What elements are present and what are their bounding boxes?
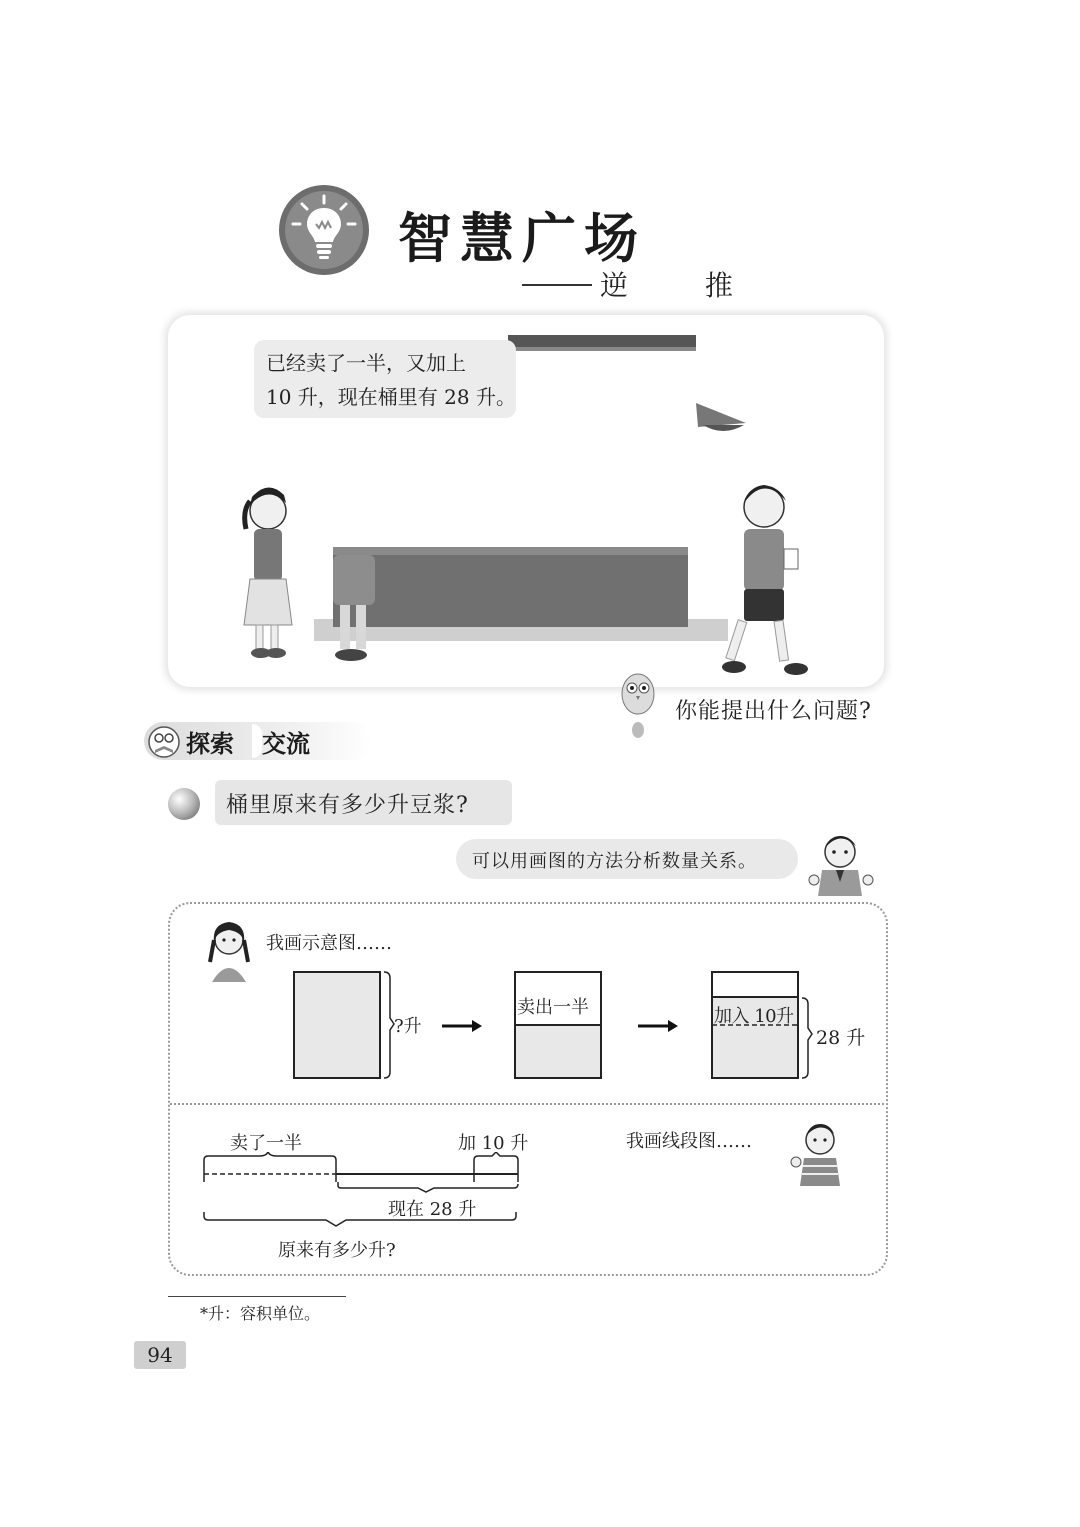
communicate-label: 交流 bbox=[262, 730, 310, 758]
footnote: *升：容积单位。 bbox=[200, 1304, 321, 1323]
segment-sold-half-label: 卖了一半 bbox=[230, 1133, 302, 1154]
unknown-liters-label: ?升 bbox=[394, 1016, 422, 1037]
sold-half-label: 卖出一半 bbox=[517, 997, 589, 1018]
line-segment-diagram bbox=[196, 1152, 536, 1232]
total-28-label: 28 升 bbox=[816, 1027, 866, 1049]
page-title: 智慧广场 bbox=[398, 207, 646, 270]
panel-divider bbox=[170, 1103, 884, 1105]
children-reading-icon bbox=[148, 726, 180, 758]
footnote-rule bbox=[168, 1296, 346, 1297]
speech-line-1: 已经卖了一半，又加上 bbox=[266, 351, 466, 375]
added-ten-label: 加入 10升 bbox=[714, 1006, 794, 1027]
segment-add-ten-label: 加 10 升 bbox=[458, 1133, 529, 1154]
segment-original-label: 原来有多少升? bbox=[278, 1240, 396, 1261]
girl-drawing-icon bbox=[204, 918, 254, 984]
page-subtitle: 逆 推 bbox=[600, 269, 767, 302]
explore-label: 探索 bbox=[186, 730, 234, 758]
boy-caption: 我画线段图…… bbox=[626, 1131, 752, 1152]
scene-question: 你能提出什么问题? bbox=[675, 699, 872, 724]
boy-thinking-icon bbox=[806, 830, 876, 896]
lightbulb-icon bbox=[278, 184, 370, 276]
girl-caption: 我画示意图…… bbox=[266, 933, 392, 954]
problem-question: 桶里原来有多少升豆浆? bbox=[226, 793, 469, 818]
page-number: 94 bbox=[134, 1341, 186, 1369]
subtitle-dash bbox=[522, 284, 592, 286]
segment-now-28-label: 现在 28 升 bbox=[388, 1199, 477, 1220]
explore-separator bbox=[252, 724, 262, 758]
hint-text: 可以用画图的方法分析数量关系。 bbox=[472, 851, 757, 872]
bullet-ball-icon bbox=[168, 788, 200, 820]
speech-line-2: 10 升，现在桶里有 28 升。 bbox=[266, 385, 516, 409]
owl-mascot-icon bbox=[616, 664, 660, 744]
boy-drawing-icon bbox=[790, 1120, 846, 1186]
